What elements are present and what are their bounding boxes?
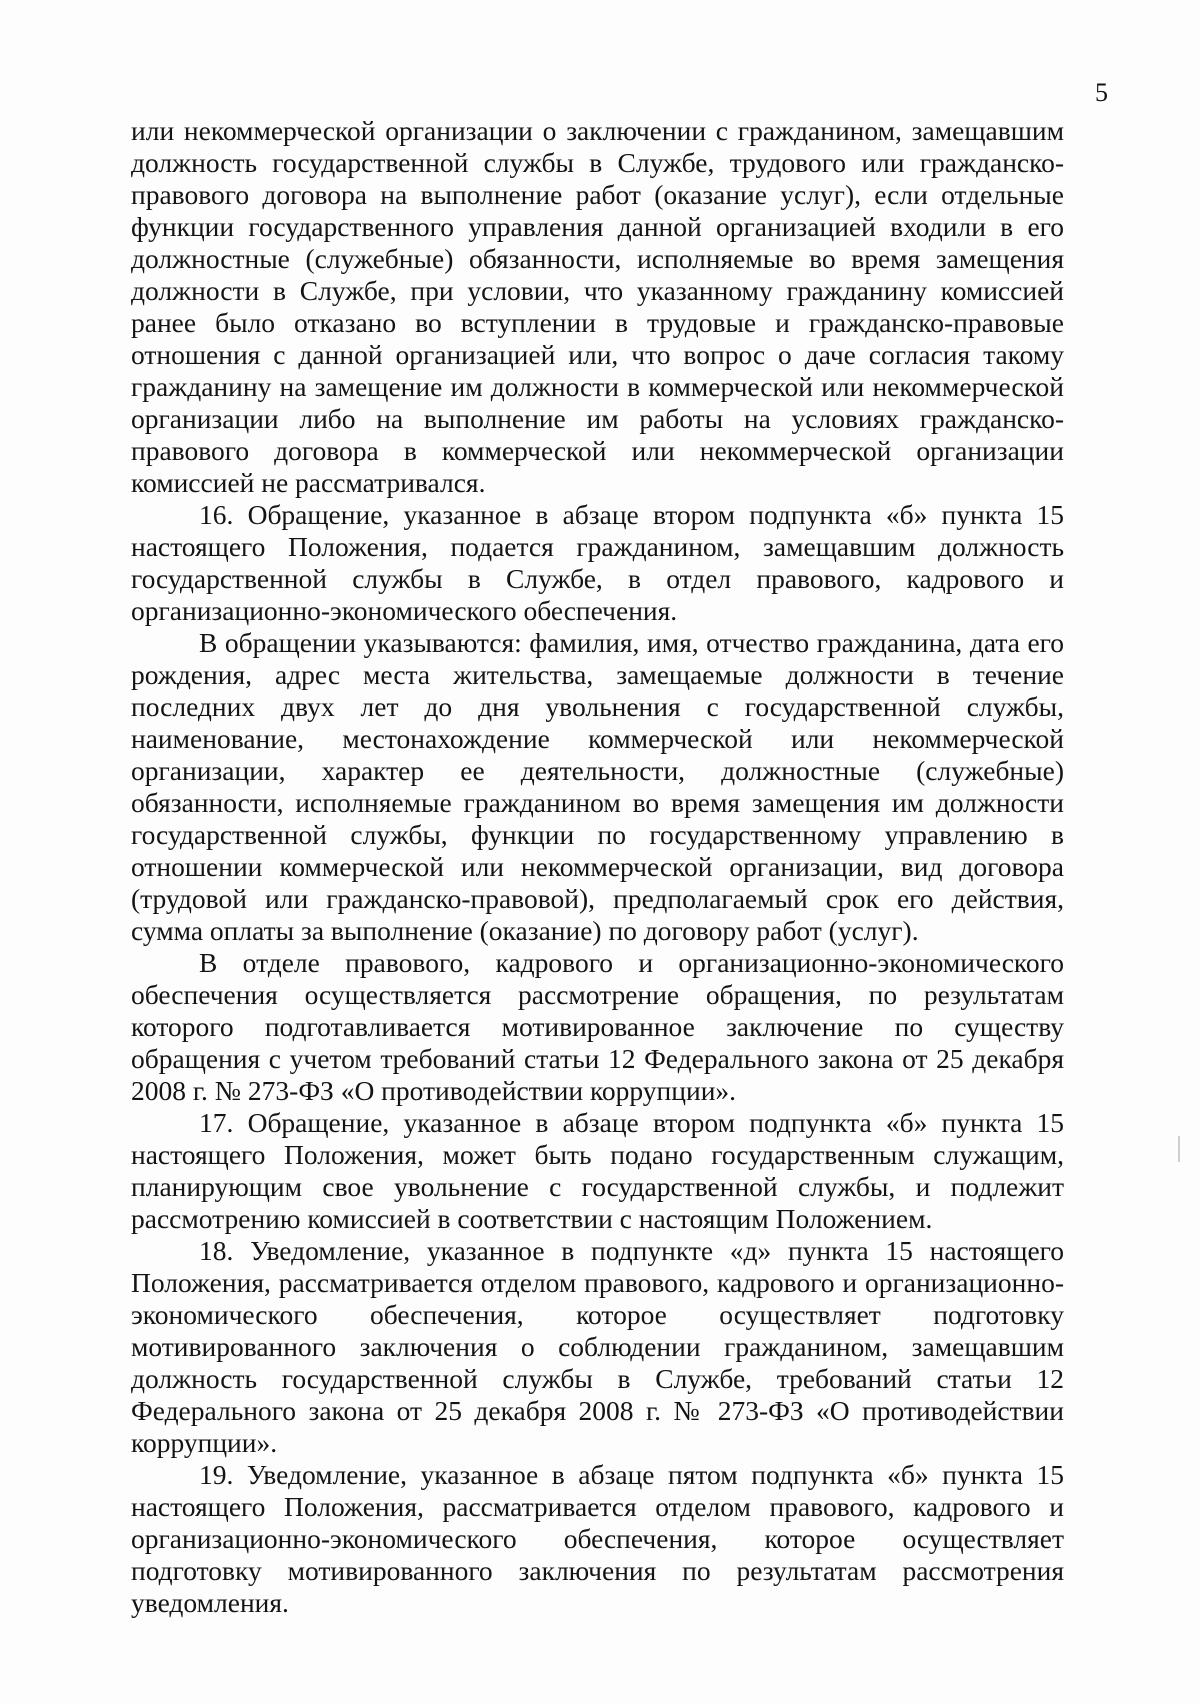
paragraph-17: 17. Обращение, указанное в абзаце втором подпункта «б» пункта 15 настоящего Положения, может быть подано государственным служащим, планирующим свое увольнение с государственной службы, и подлежит рассмотрению комиссией в соответствии с настоящим Положением. [131,1107,1064,1234]
paragraph-19: 19. Уведомление, указанное в абзаце пятом подпункта «б» пункта 15 настоящего Положения, рассматривается отделом правового, кадрового и организационно-экономического обеспечения, которое осуществляет подготовку мотивированного заключения по результатам рассмотрения уведомления. [131,1459,1064,1618]
paragraph-18: 18. Уведомление, указанное в подпункте «д» пункта 15 настоящего Положения, рассматривается отделом правового, кадрового и организационно-экономического обеспечения, которое осуществляет подготовку мотивированного заключения о соблюдении гражданином, замещавшим должность государственной службы в Службе, требований статьи 12 Федерального закона от 25 декабря 2008 г. № 273-ФЗ «О противодействии коррупции». [131,1235,1064,1458]
paragraph-continuation: или некоммерческой организации о заключении с гражданином, замещавшим должность государственной службы в Службе, трудового или гражданско-правового договора на выполнение работ (оказание услуг), если отдельные функции государственного управления данной организацией входили в его должностные (служебные) обязанности, исполняемые во время замещения должности в Службе, при условии, что указанному гражданину комиссией ранее было отказано во вступлении в трудовые и гражданско-правовые отношения с данной организацией или, что вопрос о даче согласия такому гражданину на замещение им должности в коммерческой или некоммерческой организации либо на выполнение им работы на условиях гражданско-правового договора в коммерческой или некоммерческой организации комиссией не рассматривался. [131,115,1064,498]
paragraph-16: 16. Обращение, указанное в абзаце втором подпункта «б» пункта 15 настоящего Положения, подается гражданином, замещавшим должность государственной службы в Службе, в отдел правового, кадрового и организационно-экономического обеспечения. [131,499,1064,626]
document-body [131,115,1064,1619]
paragraph-appeal-review: В отделе правового, кадрового и организационно-экономического обеспечения осуществляется рассмотрение обращения, по результатам которого подготавливается мотивированное заключение по существу обращения с учетом требований статьи 12 Федерального закона от 25 декабря 2008 г. № 273-ФЗ «О противодействии коррупции». [131,947,1064,1106]
scan-edge-mark [1178,1136,1180,1162]
paragraph-appeal-contents: В обращении указываются: фамилия, имя, отчество гражданина, дата его рождения, адрес места жительства, замещаемые должности в течение последних двух лет до дня увольнения с государственной службы, наименование, местонахождение коммерческой или некоммерческой организации, характер ее деятельности, должностные (служебные) обязанности, исполняемые гражданином во время замещения им должности государственной службы, функции по государственному управлению в отношении коммерческой или некоммерческой организации, вид договора (трудовой или гражданско-правовой), предполагаемый срок его действия, сумма оплаты за выполнение (оказание) по договору работ (услуг). [131,627,1064,946]
page-number: 5 [1095,78,1108,107]
